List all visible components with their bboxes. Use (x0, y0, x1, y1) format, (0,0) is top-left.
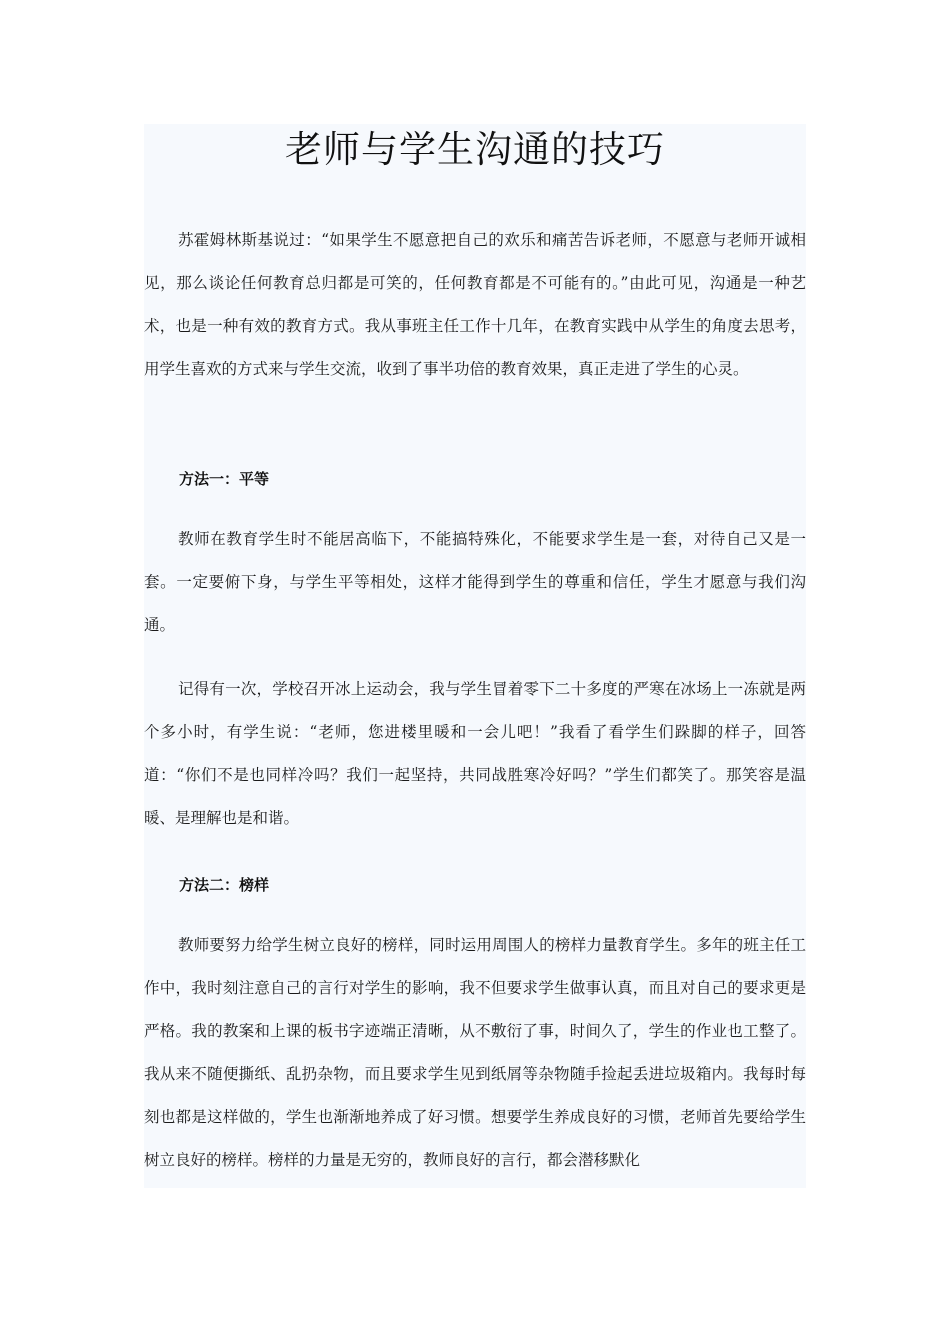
intro-paragraph: 苏霍姆林斯基说过：“如果学生不愿意把自己的欢乐和痛苦告诉老师，不愿意与老师开诚相见，那么谈论任何教育总归都是可笑的，任何教育都是不可能有的。”由此可见，沟通是一种艺术，也是一种有效的教育方式。我从事班主任工作十几年，在教育实践中从学生的角度去思考，用学生喜欢的方式来与学生交流，收到了事半功倍的教育效果，真正走进了学生的心灵。 (144, 231, 806, 378)
method2-heading: 方法二：榜样 (179, 876, 270, 894)
method1-paragraph-2: 记得有一次，学校召开冰上运动会，我与学生冒着零下二十多度的严寒在冰场上一冻就是两个多小时，有学生说：“老师，您进楼里暖和一会儿吧！”我看了看学生们跺脚的样子，回答道：“你们不是也同样冷吗？我们一起坚持，共同战胜寒冷好吗？”学生们都笑了。那笑容是温暖、是理解也是和谐。 (144, 680, 806, 827)
method1-paragraph-1: 教师在教育学生时不能居高临下，不能搞特殊化，不能要求学生是一套，对待自己又是一套。一定要俯下身，与学生平等相处，这样才能得到学生的尊重和信任，学生才愿意与我们沟通。 (144, 530, 806, 634)
method2-paragraph-1: 教师要努力给学生树立良好的榜样，同时运用周围人的榜样力量教育学生。多年的班主任工作中，我时刻注意自己的言行对学生的影响，我不但要求学生做事认真，而且对自己的要求更是严格。我的教案和上课的板书字迹端正清晰，从不敷衍了事，时间久了，学生的作业也工整了。我从来不随便撕纸、乱扔杂物，而且要求学生见到纸屑等杂物随手捡起丢进垃圾箱内。我每时每刻也都是这样做的，学生也渐渐地养成了好习惯。想要学生养成良好的习惯，老师首先要给学生树立良好的榜样。榜样的力量是无穷的，教师良好的言行，都会潜移默化 (144, 936, 806, 1169)
document-title: 老师与学生沟通的技巧 (285, 128, 665, 171)
method1-heading: 方法一：平等 (179, 470, 270, 488)
